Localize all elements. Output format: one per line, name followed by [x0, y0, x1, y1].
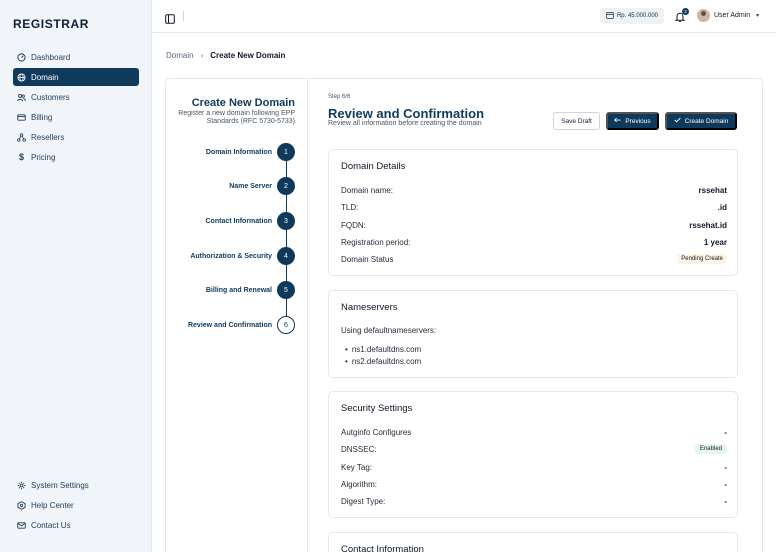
detail-label: TLD:	[341, 202, 359, 212]
security-row-algorithm	[341, 478, 727, 490]
mail-icon	[17, 521, 26, 530]
sidebar-item-label: Billing	[31, 112, 53, 122]
sidebar-item-label: Dashboard	[31, 52, 71, 62]
create-domain-card	[165, 78, 763, 552]
step-connector	[286, 265, 287, 282]
status-badge: Enabled	[695, 444, 727, 454]
detail-value: -	[724, 427, 727, 437]
step-number: 3	[277, 212, 295, 230]
detail-label: Domain Status	[341, 254, 394, 264]
step-authorization-security[interactable]	[190, 247, 295, 265]
security-row-key-tag	[341, 461, 727, 473]
security-row-dnssec	[341, 443, 727, 455]
globe-icon	[17, 73, 26, 82]
step-number: 4	[277, 247, 295, 265]
sidebar-item-label: Pricing	[31, 152, 56, 162]
wallet-icon	[606, 12, 614, 21]
step-name-server[interactable]	[229, 177, 295, 195]
check-icon	[674, 117, 681, 125]
dashboard-icon	[17, 53, 26, 62]
detail-value: .id	[717, 202, 727, 212]
breadcrumb-current: Create New Domain	[210, 51, 286, 60]
sidebar-item-label: System Settings	[31, 480, 89, 490]
network-icon	[17, 133, 26, 142]
sidebar-item-label: Customers	[31, 92, 70, 102]
detail-label: Registration period:	[341, 237, 411, 247]
security-row-digest-type	[341, 495, 727, 507]
step-number: 1	[277, 143, 295, 161]
step-label: Billing and Renewal	[205, 286, 272, 294]
nameservers-using-text: Using defaultnameservers:	[341, 326, 437, 335]
sidebar	[0, 0, 152, 552]
detail-label: Algorithm:	[341, 479, 378, 489]
detail-row-tld	[341, 201, 727, 213]
step-number: 6	[277, 316, 295, 334]
save-draft-label: Save Draft	[561, 117, 592, 125]
dollar-icon: $	[18, 152, 24, 162]
step-connector	[286, 299, 287, 316]
step-billing-renewal[interactable]	[206, 281, 295, 299]
detail-value: -	[724, 479, 727, 489]
sidebar-item-resellers[interactable]	[13, 128, 139, 146]
detail-value: -	[724, 496, 727, 506]
review-pane	[308, 79, 763, 552]
detail-label: Key Tag:	[341, 462, 372, 472]
detail-value: rssehat.id	[689, 220, 727, 230]
step-domain-information[interactable]	[206, 143, 295, 161]
sidebar-toggle-icon[interactable]	[165, 11, 175, 21]
step-label: Domain Information	[205, 148, 272, 156]
detail-label: Autginfo Configures	[341, 427, 412, 437]
sidebar-item-pricing[interactable]	[13, 148, 139, 166]
detail-value: -	[724, 462, 727, 472]
security-row-authinfo	[341, 426, 727, 438]
stepper-subtitle: Register a new domain following EPP Standards (RFC 5730-5733)	[178, 110, 295, 125]
step-count: Step 6/6	[328, 94, 351, 100]
status-badge: Pending Create	[677, 254, 727, 264]
create-domain-button[interactable]	[665, 112, 737, 130]
previous-label: Previous	[625, 117, 651, 125]
step-number: 5	[277, 281, 295, 299]
chevron-right-icon: ›	[200, 51, 204, 60]
list-item: • ns2.defaultdns.com	[345, 355, 421, 367]
sidebar-item-label: Resellers	[31, 132, 65, 142]
sidebar-item-label: Contact Us	[31, 520, 71, 530]
page-title: Review and Confirmation	[328, 106, 485, 121]
sidebar-item-label: Domain	[31, 72, 59, 82]
sidebar-item-label: Help Center	[31, 500, 74, 510]
users-icon	[17, 93, 26, 102]
detail-label: Domain name:	[341, 185, 394, 195]
step-connector	[286, 161, 287, 178]
step-label: Name Server	[229, 182, 272, 190]
detail-value: rssehat	[698, 185, 727, 195]
section-title: Nameservers	[341, 302, 398, 313]
card-icon	[17, 113, 26, 122]
header-divider	[183, 11, 184, 21]
user-name[interactable]: User Admin	[714, 12, 751, 19]
create-domain-label: Create Domain	[684, 117, 729, 125]
balance-amount: Rp. 45.000.000	[616, 13, 659, 19]
nameservers-section	[328, 290, 738, 378]
detail-label: DNSSEC:	[341, 444, 377, 454]
security-settings-section	[328, 391, 738, 518]
detail-row-domain-name	[341, 184, 727, 196]
breadcrumb-domain-link[interactable]: Domain	[166, 51, 194, 60]
section-title: Domain Details	[341, 161, 406, 172]
sidebar-item-domain[interactable]	[13, 68, 139, 86]
notification-badge: 2	[682, 8, 689, 15]
section-title: Contact Information	[341, 544, 424, 552]
detail-label: FQDN:	[341, 220, 366, 230]
help-icon	[17, 501, 26, 510]
domain-details-section	[328, 149, 738, 276]
detail-value: 1 year	[703, 237, 727, 247]
detail-row-domain-status	[341, 253, 727, 265]
balance-badge[interactable]	[600, 8, 664, 24]
avatar[interactable]	[697, 9, 710, 22]
step-label: Contact Information	[205, 217, 272, 225]
sidebar-item-system-settings[interactable]	[13, 476, 139, 494]
step-connector	[286, 195, 287, 212]
step-number: 2	[277, 177, 295, 195]
step-label: Review and Confirmation	[187, 321, 272, 329]
chevron-down-icon[interactable]: ▾	[756, 13, 760, 19]
brand-logo: REGISTRAR	[13, 17, 90, 31]
previous-button[interactable]	[606, 112, 659, 130]
sidebar-item-customers[interactable]	[13, 88, 139, 106]
detail-label: Digest Type:	[341, 496, 386, 506]
sidebar-nav	[13, 48, 139, 168]
detail-row-fqdn	[341, 219, 727, 231]
gear-icon	[17, 481, 26, 490]
stepper-title: Create New Domain	[191, 97, 295, 109]
step-label: Authorization & Security	[190, 252, 272, 260]
arrow-left-icon	[614, 117, 621, 125]
stepper-pane	[166, 79, 308, 552]
sidebar-item-help-center[interactable]	[13, 496, 139, 514]
sidebar-item-billing[interactable]	[13, 108, 139, 126]
list-item: • ns1.defaultdns.com	[345, 343, 421, 355]
nameserver-list	[345, 343, 421, 367]
section-title: Security Settings	[341, 403, 413, 414]
detail-row-registration-period	[341, 236, 727, 248]
save-draft-button[interactable]	[553, 112, 600, 130]
breadcrumb	[166, 51, 285, 60]
step-review-confirmation[interactable]	[188, 316, 295, 334]
sidebar-item-dashboard[interactable]	[13, 48, 139, 66]
page-subtitle: Review all information before creating the domain	[328, 120, 482, 127]
sidebar-bottom-nav	[13, 476, 139, 536]
sidebar-item-contact-us[interactable]	[13, 516, 139, 534]
top-header	[152, 0, 776, 33]
step-connector	[286, 230, 287, 247]
contact-information-section	[328, 532, 738, 552]
step-contact-information[interactable]	[206, 212, 296, 230]
